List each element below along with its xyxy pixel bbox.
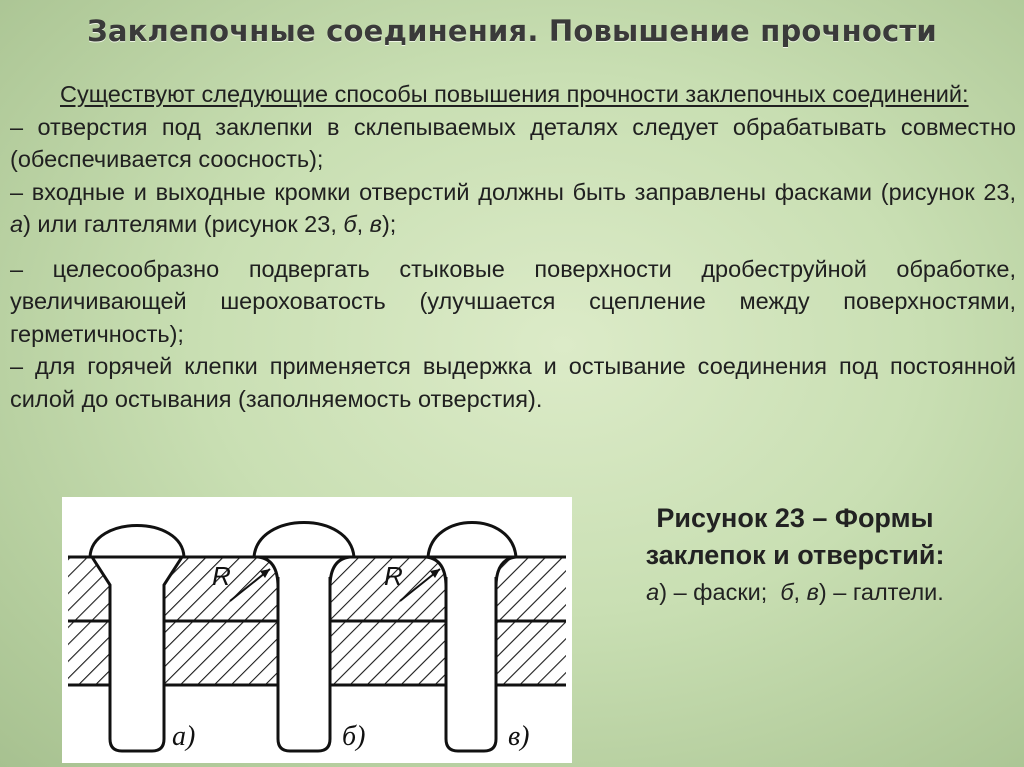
p2-ref-a: а — [10, 211, 24, 237]
caption-title-line1: Рисунок 23 – Формы — [656, 503, 934, 533]
paragraph-3: – целесообразно подвергать стыковые поверхности дробеструйной обработке, увеличивающей шероховатость (улучшается сцепление между поверхностями, герметичность); — [10, 255, 1016, 347]
caption-text-end: ) – галтели. — [818, 579, 944, 605]
radius-label-b: R — [212, 561, 231, 591]
figure-caption — [580, 500, 1010, 608]
figure-label-v: в) — [508, 721, 530, 752]
radius-label-v: R — [384, 561, 403, 591]
caption-sep: , — [793, 579, 807, 605]
caption-ref-b: б — [780, 579, 794, 605]
p2-ref-v: в — [369, 211, 382, 237]
p2-text: – входные и выходные кромки отверстий должны быть заправлены фасками (рисунок 23, — [10, 178, 1016, 205]
caption-ref-v: в — [806, 579, 819, 605]
body-text — [10, 78, 1016, 415]
paragraph-2 — [10, 176, 1016, 241]
caption-ref-a: а — [646, 579, 660, 605]
p2-ref-b: б — [343, 211, 357, 237]
paragraph-4: – для горячей клепки применяется выдержка и остывание соединения под постоянной силой до остывания (заполняемость отверстия). — [10, 353, 1016, 412]
figure-label-a: а) — [172, 721, 196, 752]
p2-text-mid: ) или галтелями (рисунок 23, — [23, 211, 344, 237]
slide-title: Заклепочные соединения. Повышение прочности — [87, 14, 937, 48]
rivet-figure — [62, 497, 572, 763]
p2-sep: , — [356, 211, 370, 237]
caption-text-1: ) – фаски; — [659, 579, 781, 605]
intro-paragraph — [10, 78, 1016, 111]
paragraph-1: – отверстия под заклепки в склепываемых деталях следует обрабатывать совместно (обеспечивается соосность); — [10, 113, 1016, 172]
figure-label-b: б) — [342, 721, 366, 752]
intro-text: Существуют следующие способы повышения прочности заклепочных соединений: — [60, 81, 969, 107]
caption-subtitle — [580, 576, 1010, 608]
p2-text-end: ); — [381, 211, 397, 237]
caption-title-line2: заклепок и отверстий: — [645, 540, 945, 570]
